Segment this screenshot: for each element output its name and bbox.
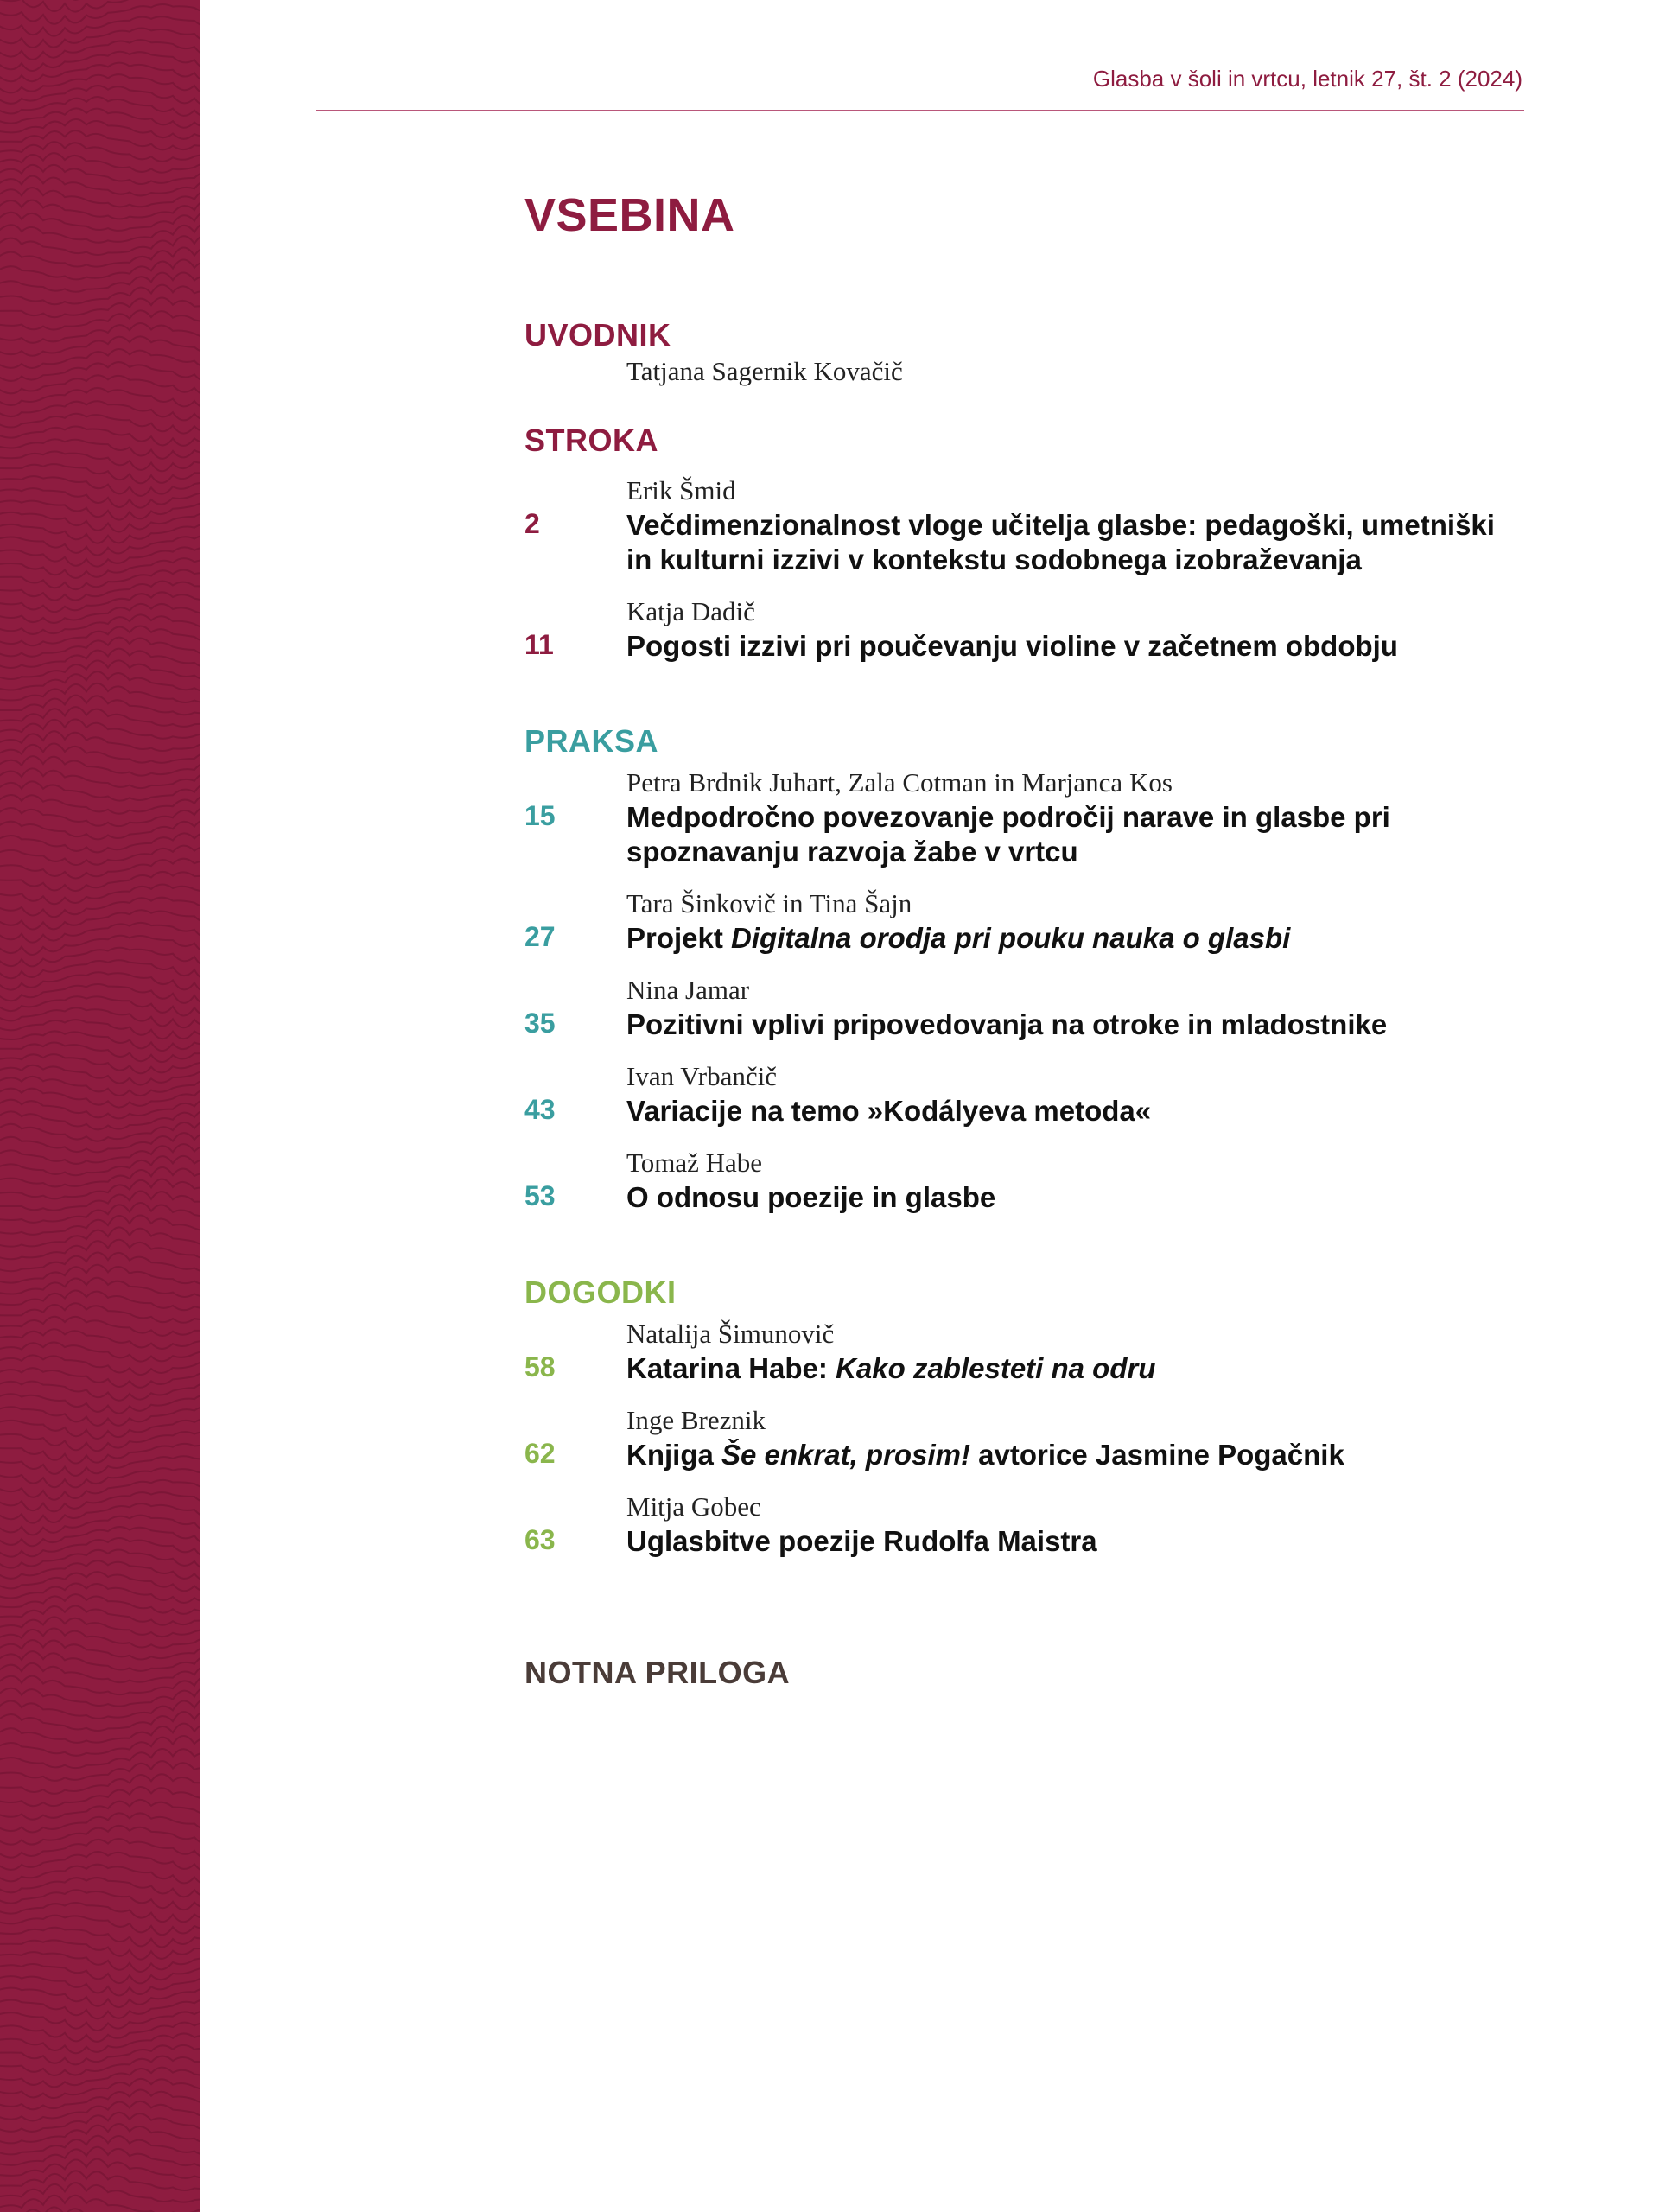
entry-author: Erik Šmid (626, 475, 736, 505)
section-heading-dogodki: DOGODKI (524, 1274, 677, 1310)
toc-entry[interactable] (524, 594, 1527, 664)
table-of-contents (524, 311, 1527, 1692)
entry-author: Petra Brdnik Juhart, Zala Cotman in Marjanca Kos (626, 767, 1173, 798)
page-number: 2 (524, 508, 540, 539)
page-number: 43 (524, 1094, 556, 1125)
section-heading-notna-priloga[interactable]: NOTNA PRILOGA (524, 1655, 791, 1690)
page-number: 53 (524, 1180, 556, 1211)
entry-title: O odnosu poezije in glasbe (626, 1181, 996, 1213)
entry-title: Variacije na temo »Kodályeva metoda« (626, 1095, 1152, 1127)
toc-entry[interactable] (524, 474, 1527, 577)
toc-entry[interactable] (524, 887, 1527, 956)
entry-title-suffix: avtorice Jasmine Pogačnik (969, 1439, 1344, 1471)
entry-title: Uglasbitve poezije Rudolfa Maistra (626, 1525, 1097, 1557)
entry-author: Ivan Vrbančič (626, 1061, 778, 1091)
page-number: 35 (524, 1007, 556, 1039)
toc-entry[interactable] (524, 1490, 1527, 1559)
running-header: Glasba v šoli in vrtcu, letnik 27, št. 2 (2024) (1092, 66, 1522, 92)
page-number: 58 (524, 1351, 556, 1382)
entry-title-italic: Še enkrat, prosim! (721, 1439, 970, 1471)
section-heading-praksa: PRAKSA (524, 723, 659, 759)
entry-title-italic: Kako zablesteti na odru (836, 1352, 1156, 1384)
entry-author: Tatjana Sagernik Kovačič (626, 356, 903, 386)
entry-author: Mitja Gobec (626, 1491, 761, 1522)
entry-title-prefix: Knjiga (626, 1439, 722, 1471)
entry-title (626, 800, 1527, 869)
entry-title (626, 1438, 1527, 1472)
swirl-pattern (0, 0, 200, 2212)
entry-author: Nina Jamar (626, 975, 750, 1005)
entry-title (626, 921, 1527, 956)
entry-author: Tara Šinkovič in Tina Šajn (626, 888, 912, 918)
toc-entry[interactable] (524, 1059, 1527, 1128)
entry-author: Inge Breznik (626, 1405, 766, 1435)
entry-title (626, 508, 1527, 577)
toc-entry[interactable] (524, 1146, 1527, 1215)
toc-entry[interactable] (524, 1317, 1527, 1386)
entry-title-prefix: Katarina Habe: (626, 1352, 836, 1384)
entry-title: Pozitivni vplivi pripovedovanja na otroke in mladostnike (626, 1008, 1388, 1040)
toc-entry[interactable] (524, 1403, 1527, 1472)
entry-title-line: in kulturni izzivi v kontekstu sodobnega izobraževanja (626, 543, 1362, 575)
entry-author: Natalija Šimunovič (626, 1319, 835, 1349)
toc-entry[interactable] (524, 766, 1527, 869)
entry-title-line: Večdimenzionalnost vloge učitelja glasbe: pedagoški, umetniški (626, 509, 1495, 541)
page-number: 15 (524, 800, 556, 831)
page-number: 27 (524, 921, 556, 952)
entry-title-line: Medpodročno povezovanje področij narave in glasbe pri (626, 801, 1390, 833)
entry-title-italic: Digitalna orodja pri pouku nauka o glasbi (731, 922, 1291, 954)
entry-author: Tomaž Habe (626, 1147, 763, 1178)
entry-title: Pogosti izzivi pri poučevanju violine v začetnem obdobju (626, 630, 1398, 662)
decorative-sidebar (0, 0, 200, 2212)
page-number: 11 (524, 629, 554, 660)
page-number: 63 (524, 1524, 556, 1555)
entry-author: Katja Dadič (626, 596, 755, 626)
swirl-lines (0, 0, 200, 2212)
section-heading-uvodnik: UVODNIK (524, 317, 671, 353)
toc-entry[interactable] (524, 973, 1527, 1042)
entry-title (626, 1351, 1527, 1386)
page-number: 62 (524, 1438, 556, 1469)
section-heading-stroka: STROKA (524, 423, 658, 458)
toc-entry (524, 354, 1527, 389)
header-rule (316, 110, 1524, 111)
page-title: VSEBINA (524, 189, 735, 241)
entry-title-line: spoznavanju razvoja žabe v vrtcu (626, 836, 1078, 868)
entry-title-prefix: Projekt (626, 922, 732, 954)
